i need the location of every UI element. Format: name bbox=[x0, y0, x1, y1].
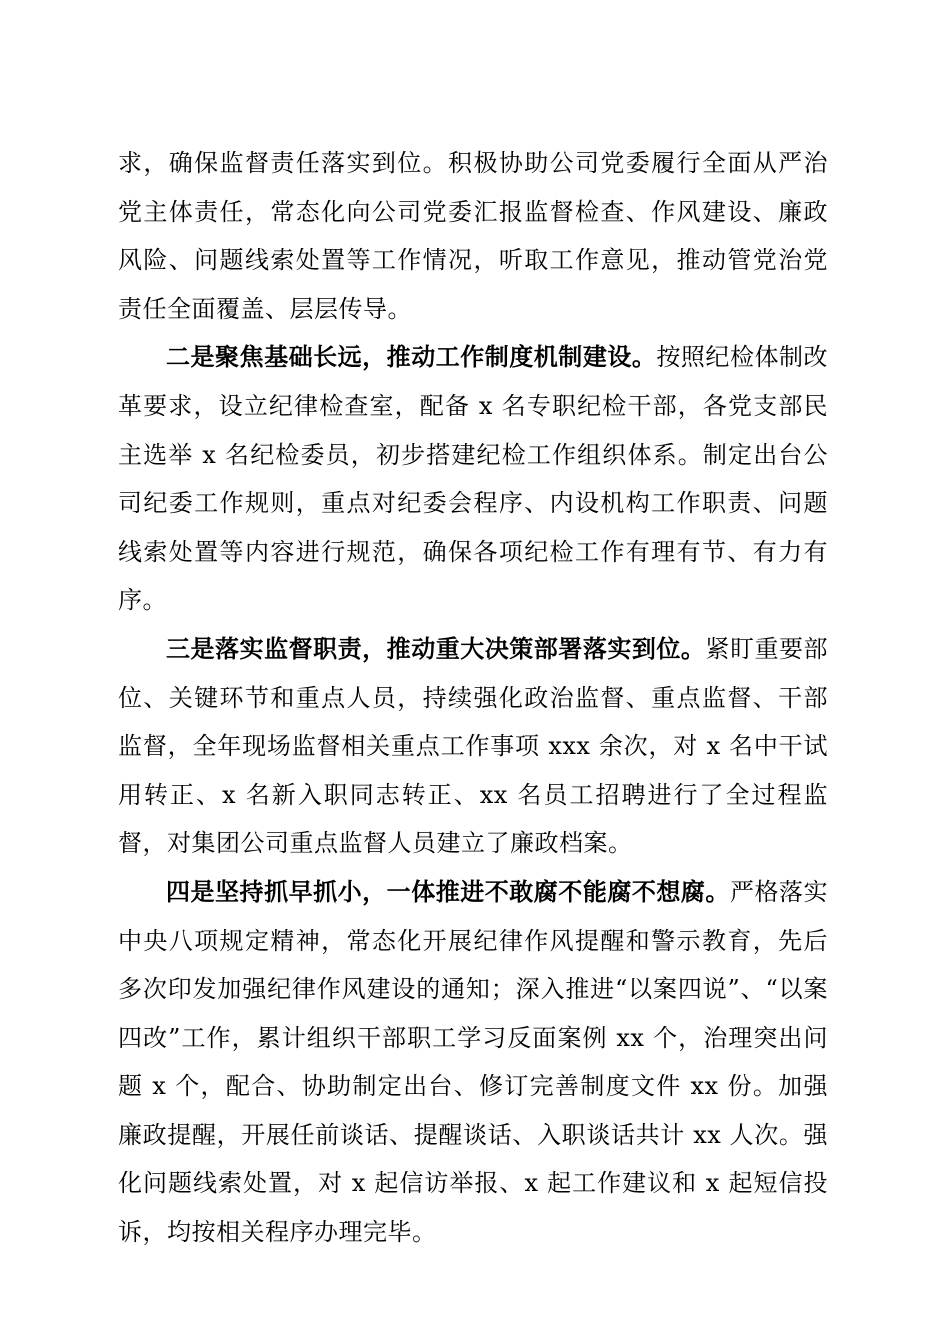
paragraph-lead: 二是聚焦基础长远，推动工作制度机制建设。 bbox=[166, 342, 657, 372]
paragraph-four bbox=[118, 868, 828, 1257]
paragraph-lead: 四是坚持抓早抓小，一体推进不敢腐不能腐不想腐。 bbox=[166, 876, 730, 906]
paragraph-body: 求，确保监督责任落实到位。积极协助公司党委履行全面从严治党主体责任，常态化向公司党委汇报监督检查、作风建设、廉政风险、问题线索处置等工作情况，听取工作意见，推动管党治党责任全面覆盖、层层传导。 bbox=[118, 149, 828, 323]
paragraph-continuation bbox=[118, 139, 828, 333]
paragraph-body: 严格落实中央八项规定精神，常态化开展纪律作风提醒和警示教育，先后多次印发加强纪律作风建设的通知；深入推进“以案四说”、“以案四改”工作，累计组织干部职工学习反面案例 xx 个，治理突出问题 x 个，配合、协助制定出台、修订完善制度文件 xx 份。加强廉政提醒，开展任前谈话、提醒谈话、入职谈话共计 xx 人次。强化问题线索处置，对 x 起信访举报、x 起工作建议和 x 起短信投诉，均按相关程序办理完毕。 bbox=[118, 877, 829, 1247]
document-body bbox=[118, 139, 828, 1257]
paragraph-two bbox=[118, 333, 828, 625]
paragraph-body: 按照纪检体制改革要求，设立纪律检查室，配备 x 名专职纪检干部，各党支部民主选举 x 名纪检委员，初步搭建纪检工作组织体系。制定出台公司纪委工作规则，重点对纪委会程序、内设机构工作职责、问题线索处置等内容进行规范，确保各项纪检工作有理有节、有力有序。 bbox=[118, 343, 829, 615]
paragraph-three bbox=[118, 625, 828, 868]
paragraph-body: 紧盯重要部位、关键环节和重点人员，持续强化政治监督、重点监督、干部监督，全年现场监督相关重点工作事项 xxx 余次，对 x 名中干试用转正、x 名新入职同志转正、xx 名员工招聘进行了全过程监督，对集团公司重点监督人员建立了廉政档案。 bbox=[118, 634, 828, 858]
paragraph-lead: 三是落实监督职责，推动重大决策部署落实到位。 bbox=[166, 633, 706, 663]
